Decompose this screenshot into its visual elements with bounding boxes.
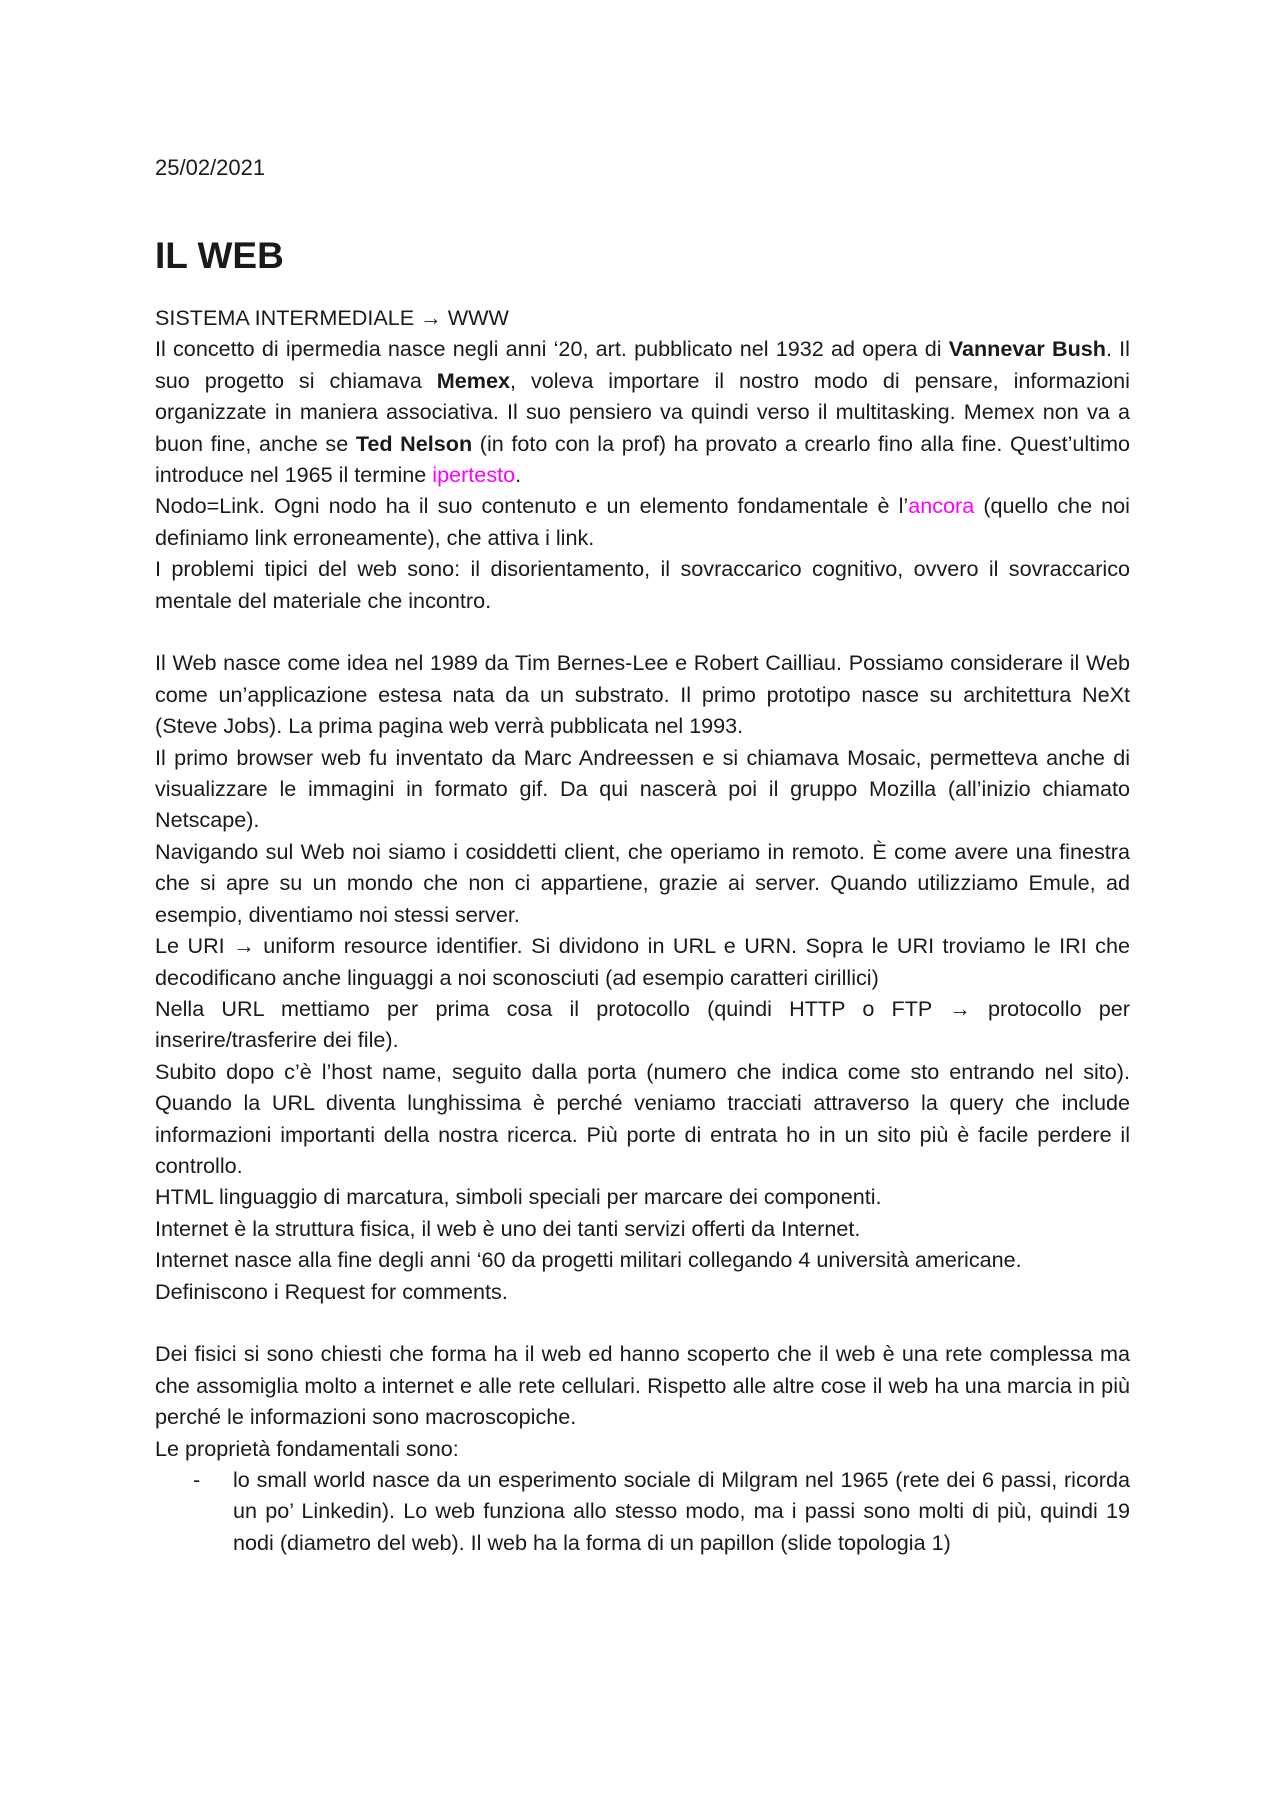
paragraph-nascita-web: Il Web nasce come idea nel 1989 da Tim Bernes-Lee e Robert Cailliau. Possiamo considerare il Web come un’applicazione estesa nata da un substrato. Il primo prototipo nasce su architettura NeXt (Steve Jobs). La prima pagina web verrà pubblicata nel 1993. [155,650,1130,739]
properties-list [155,1464,1130,1558]
paragraph-fisici: Dei fisici si sono chiesti che forma ha il web ed hanno scoperto che il web è una rete complessa ma che assomiglia molto a internet e alle rete cellulari. Rispetto alle altre cose il web ha una marcia in più perché le informazioni sono macroscopiche. [155,1341,1130,1430]
paragraph-ipermedia [155,333,1130,490]
text-run: (in foto con la prof) ha provato a crearlo fino alla fine. Quest’ultimo introduce nel 1965 il termine [155,430,1131,488]
document-date: 25/02/2021 [155,155,266,180]
paragraph-proprieta: Le proprietà fondamentali sono: [155,1435,459,1461]
list-item [193,1464,1130,1558]
bold-term-memex: Memex [436,367,511,393]
paragraph-client-server: Navigando sul Web noi siamo i cosiddetti client, che operiamo in remoto. È come avere una finestra che si apre su un mondo che non ci appartiene, grazie ai server. Quando utilizziamo Emule, ad esempio, diventiamo noi stessi server. [155,838,1130,927]
text-run: Il concetto di ipermedia nasce negli anni ‘20, art. pubblicato nel 1932 ad opera di [155,336,949,362]
bold-term-nelson: Ted Nelson [355,430,473,456]
text-run: Nodo=Link. Ogni nodo ha il suo contenuto e un elemento fondamentale è l’ [155,493,909,519]
document-body [155,302,1130,1558]
paragraph-nodo-link [155,490,1130,553]
text-run: . Il suo progetto si chiamava [155,336,1130,393]
paragraph-browser: Il primo browser web fu inventato da Marc Andreessen e si chiamava Mosaic, permetteva anche di visualizzare le immagini in formato gif. Da qui nascerà poi il gruppo Mozilla (all’inizio chiamato Netscape). [155,744,1130,833]
paragraph-html: HTML linguaggio di marcatura, simboli speciali per marcare dei componenti. [155,1184,882,1210]
paragraph-internet-nascita: Internet nasce alla fine degli anni ‘60 da progetti militari collegando 4 università americane. [155,1247,1022,1273]
list-bullet: - [193,1467,201,1492]
text-run: , voleva importare il nostro modo di pensare, informazioni organizzate in maniera associativa. Il suo pensiero va quindi verso il multitasking. Memex non va a buon fine, anche se [155,367,1130,456]
text-run: . [515,462,522,488]
highlight-term-ancora: ancora [908,493,975,519]
highlight-term-ipertesto: ipertesto [432,462,516,488]
paragraph-uri: Le URI → uniform resource identifier. Si dividono in URL e URN. Sopra le URI troviamo le IRI che decodificano anche linguaggi a noi sconosciuti (ad esempio caratteri cirillici) [155,933,1130,990]
paragraph-problemi: I problemi tipici del web sono: il disorientamento, il sovraccarico cognitivo, ovvero il sovraccarico mentale del materiale che incontro. [155,556,1130,613]
text-run: (quello che noi definiamo link erroneamente), che attiva i link. [155,493,1130,550]
paragraph-internet: Internet è la struttura fisica, il web è uno dei tanti servizi offerti da Internet. [155,1215,861,1241]
paragraph-host: Subito dopo c’è l’host name, seguito dalla porta (numero che indica come sto entrando nel sito). Quando la URL diventa lunghissima è perché veniamo tracciati attraverso la query che include informazioni importanti della nostra ricerca. Più porte di entrata ho in un sito più è facile perdere il controllo. [155,1058,1130,1178]
document-title: IL WEB [155,235,284,276]
paragraph-rfc: Definiscono i Request for comments. [155,1278,508,1304]
section-subtitle: SISTEMA INTERMEDIALE → WWW [155,305,509,330]
paragraph-gap [155,1307,1130,1338]
bold-term-bush: Vannevar Bush [948,336,1106,362]
paragraph-url: Nella URL mettiamo per prima cosa il protocollo (quindi HTTP o FTP → protocollo per inserire/trasferire dei file). [155,995,1130,1053]
list-item-text: lo small world nasce da un esperimento sociale di Milgram nel 1965 (rete dei 6 passi, ricorda un po’ Linkedin). Lo web funziona allo stesso modo, ma i passi sono molti di più, quindi 19 nodi (diametro del web). Il web ha la forma di un papillon (slide topologia 1) [233,1467,1130,1555]
paragraph-gap [155,616,1130,647]
